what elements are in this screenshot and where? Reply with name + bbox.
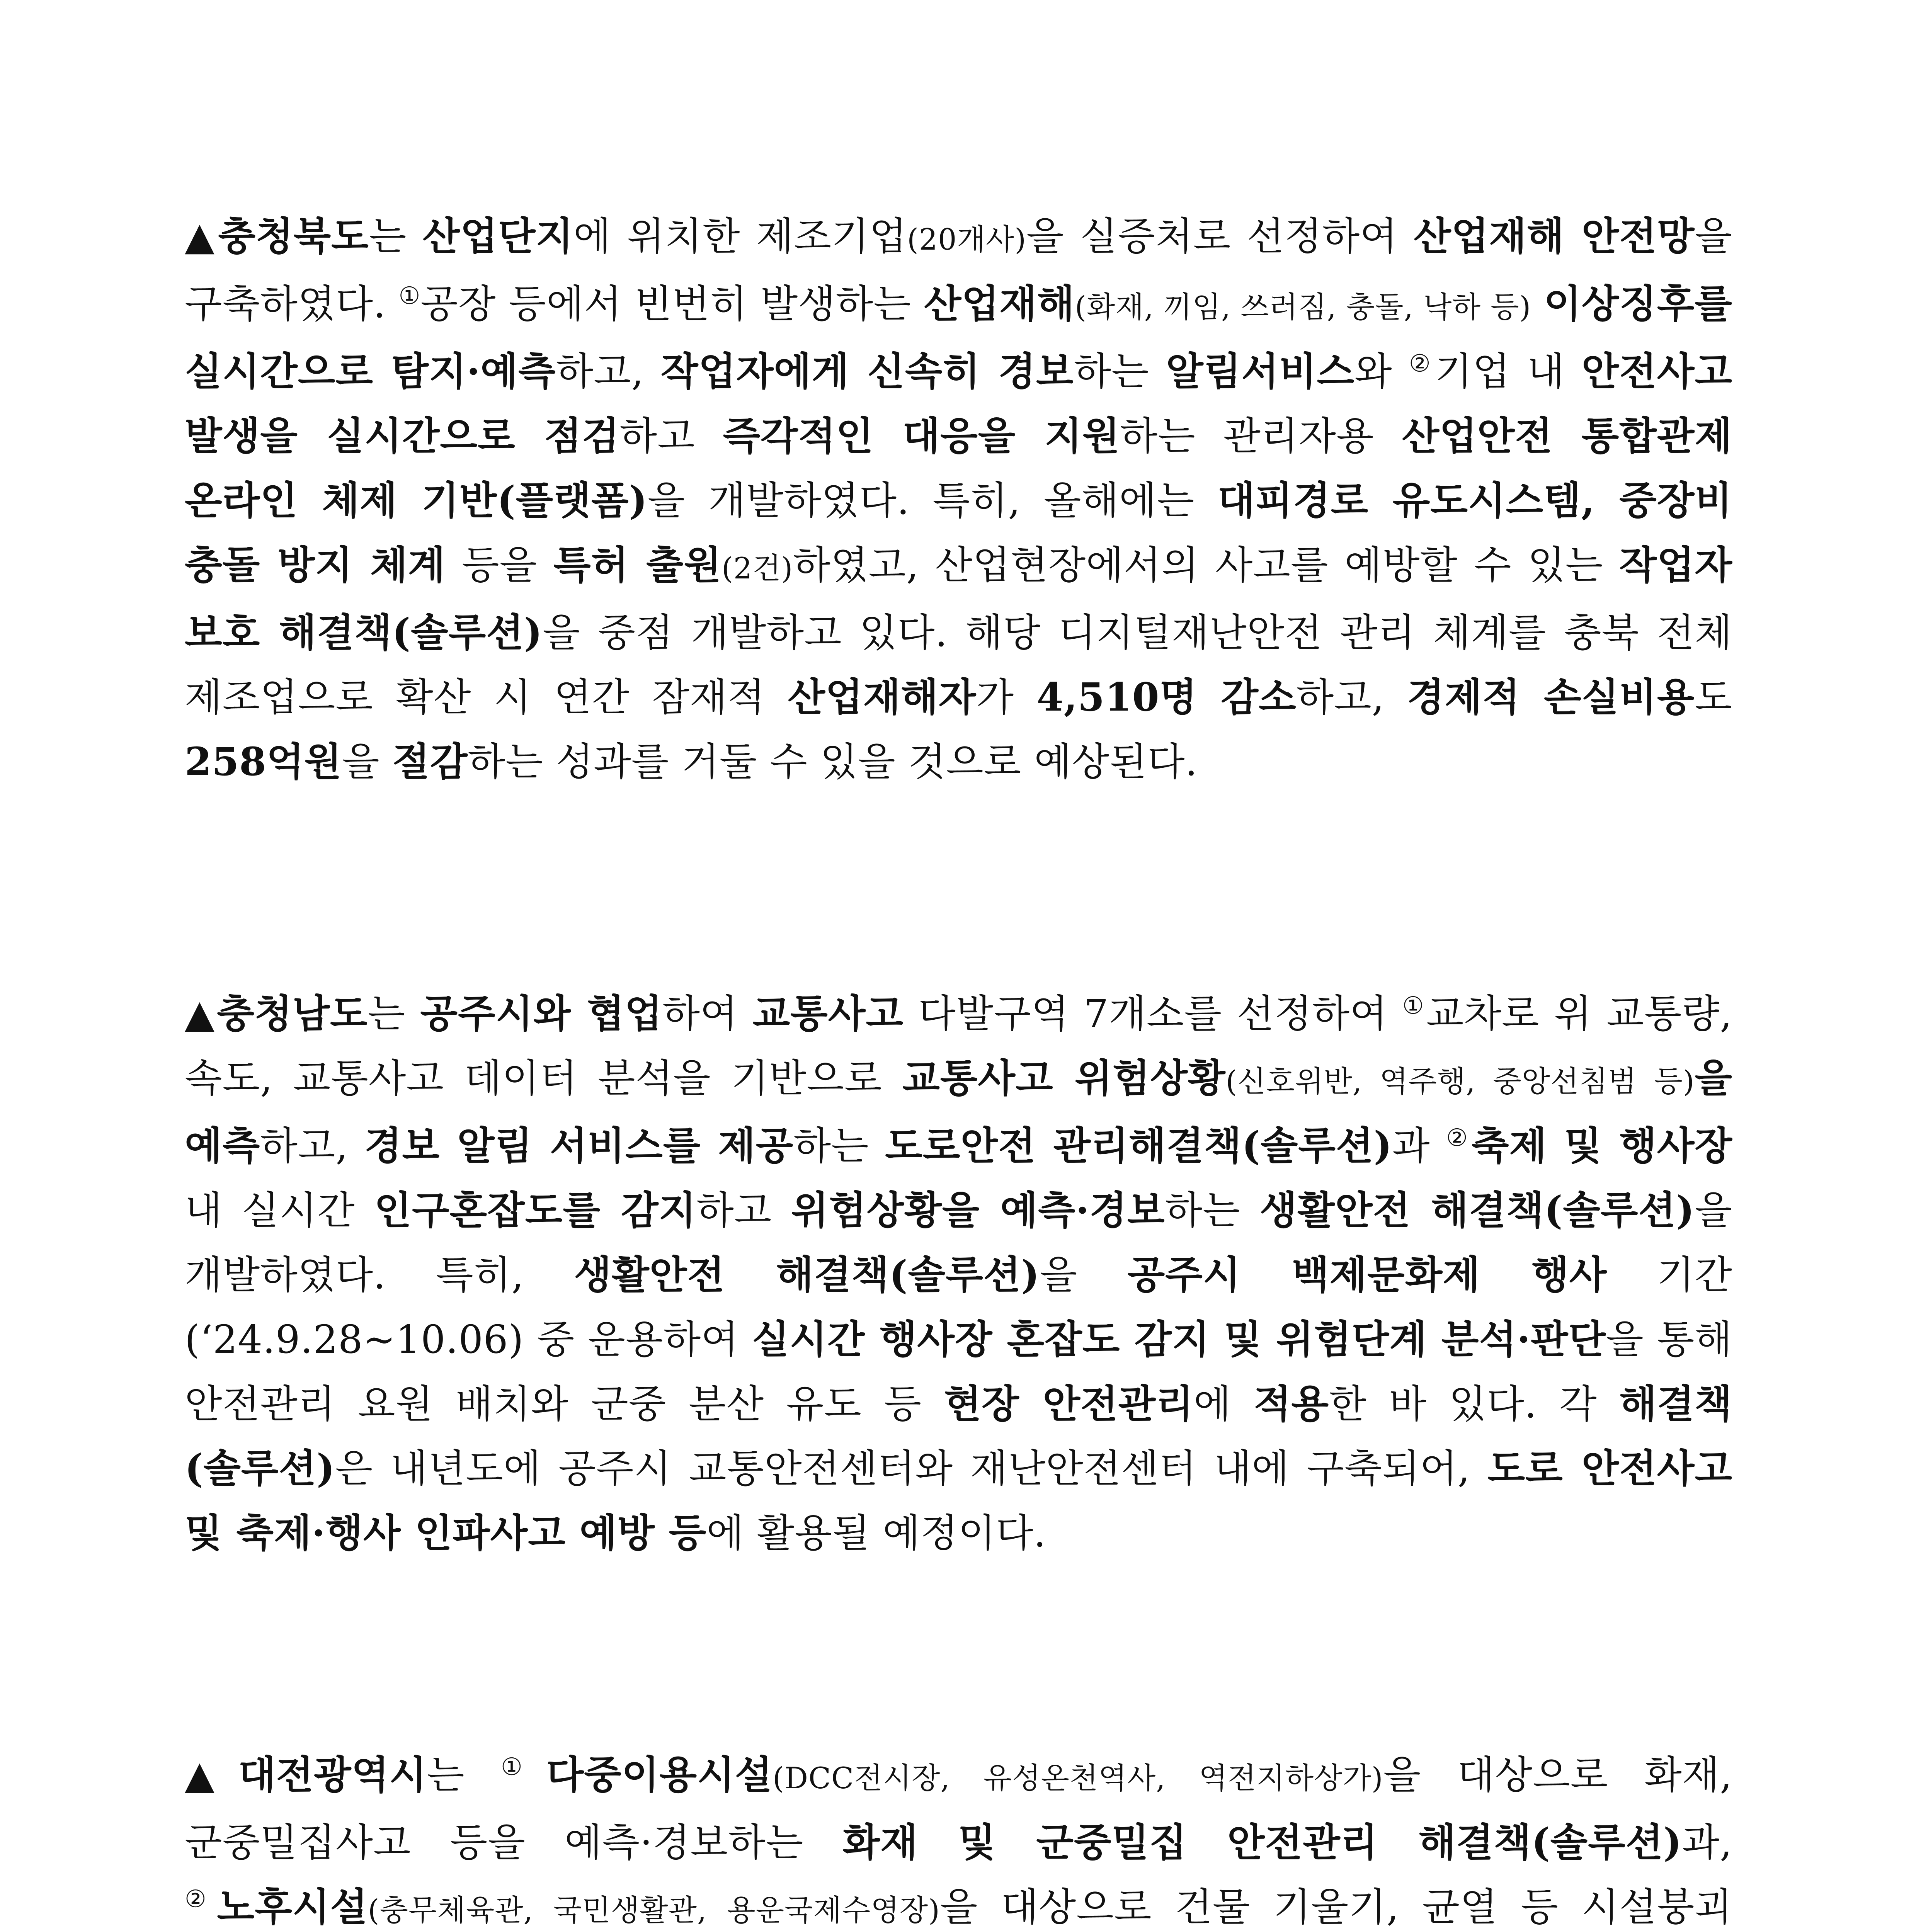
bold-text: 현장 안전관리 [944, 1381, 1194, 1427]
text-run: 을 개발하였다. 특히, [185, 1188, 1733, 1298]
bold-text: 작업자 보호 해결책(솔루션) [185, 542, 1732, 655]
bold-text: 작업자에게 신속히 경보 [660, 349, 1074, 394]
text-run: 과, [1682, 1820, 1732, 1865]
bold-text: 을 예측 [185, 1055, 1732, 1168]
parenthetical-note: (화재, 끼임, 쓰러짐, 충돌, 낙하 등) [1075, 290, 1531, 324]
text-run: 을 대상으로 화재, 군중밀집사고 등을 예측·경보하는 [185, 1752, 1733, 1865]
bold-text: 대피경로 유도시스템, 중장비 충돌 방지 체계 [185, 478, 1732, 588]
text-run: 은 내년도에 공주시 교통안전센터와 재난안전센터 내에 구축되어, [335, 1446, 1488, 1491]
text-run: 을 [342, 739, 393, 784]
text-run: 는 [369, 214, 423, 259]
bold-text: 축제 및 행사장 [1471, 1123, 1732, 1168]
text-run: 기간(‘24.9.28~10.06) 중 운용하여 [185, 1252, 1732, 1362]
parenthetical-note: (2건) [721, 551, 793, 585]
bold-text: 알림서비스 [1166, 349, 1355, 394]
parenthetical-note: (신호위반, 역주행, 중앙선침범 등) [1225, 1064, 1695, 1099]
bold-text: 안전사고 발생을 실시간으로 점검 [185, 349, 1732, 459]
circled-number: ② [1446, 1123, 1472, 1152]
text-run: 하고, [260, 1123, 364, 1168]
text-run: 을 실증처로 선정하여 [1026, 214, 1414, 259]
bold-text: 절감 [392, 739, 468, 784]
circled-number: ① [1402, 991, 1426, 1020]
text-run: 하는 [793, 1123, 885, 1168]
circled-number: ② [185, 1884, 217, 1913]
text-run: 다발구역 7개소를 선정하여 [903, 991, 1402, 1036]
bold-text: 258억원 [185, 739, 342, 784]
circled-number: ② [1409, 349, 1435, 378]
text-run: 하는 [1165, 1188, 1260, 1233]
text-run: 을 대상으로 건물 기울기, 균열 등 시설붕괴 [940, 1884, 1732, 1930]
text-run: 하고, [556, 349, 661, 394]
bold-text: 산업안전 통합관제 온라인 체제 기반(플랫폼) [185, 413, 1732, 523]
text-run: 하였고, 산업현장에서의 사고를 예방할 수 있는 [793, 543, 1620, 588]
circled-number: ① [501, 1752, 546, 1781]
text-run: 하고 [696, 1188, 791, 1233]
text-run: 하고 [619, 413, 723, 459]
text-run: 하는 [1074, 349, 1166, 394]
parenthetical-note: (충무체육관, 국민생활관, 용운국제수영장) [368, 1893, 940, 1927]
bold-text: 산업재해 안전망 [1413, 213, 1695, 259]
text-run: 을 개발하였다. 특히, 올해에는 [647, 478, 1218, 523]
bold-text: ▲대전광역시 [185, 1752, 427, 1798]
bold-text: 위험상황을 예측·경보 [791, 1187, 1165, 1233]
text-run [1531, 281, 1544, 327]
text-run: 는 [368, 991, 420, 1036]
bold-text: 산업단지 [422, 213, 573, 259]
paragraph-text [185, 1743, 1732, 1932]
paragraph-text [185, 204, 1732, 794]
bold-text: 공주시 백제문화제 행사 [1127, 1252, 1607, 1298]
text-run: 는 [427, 1752, 501, 1798]
bold-text: 교통사고 [752, 991, 904, 1036]
bold-text: 도로안전 관리해결책(솔루션) [885, 1123, 1392, 1168]
text-run: 와 [1354, 349, 1409, 394]
parenthetical-note: (20개사) [907, 222, 1026, 257]
bold-text: ▲충청북도 [185, 213, 369, 259]
bold-text: 산업재해 [924, 281, 1075, 327]
bold-text: 도로 안전사고 및 축제·행사 인파사고 예방 등 [185, 1446, 1732, 1556]
text-run: 가 [976, 675, 1037, 720]
bold-text: 인구혼잡도를 감지 [374, 1187, 697, 1233]
bold-text: 생활안전 해결책(솔루션) [574, 1252, 1040, 1298]
paragraph-text [185, 981, 1732, 1565]
text-run: 을 중점 개발하고 있다. 해당 디지털재난안전 관리 체계를 충북 전체 제조업으로 확산 시 연간 잠재적 [185, 610, 1732, 720]
bold-text: 실시간 행사장 혼잡도 감지 및 위험단계 분석·판단 [752, 1316, 1606, 1362]
text-run: 하는 성과를 거둘 수 있을 것으로 예상된다. [468, 739, 1198, 784]
text-run: 과 [1392, 1123, 1446, 1168]
bold-text: 이상징후를 실시간으로 탐지·예측 [185, 281, 1732, 394]
text-run: 을 [1040, 1252, 1128, 1298]
text-run: 도 [1695, 675, 1733, 720]
paragraph-chungnam [185, 981, 1732, 1565]
text-run: 등을 [446, 543, 553, 588]
text-run: 하여 [662, 991, 753, 1036]
bold-text: 생활안전 해결책(솔루션) [1259, 1187, 1695, 1233]
text-run: 하는 관리자용 [1120, 413, 1402, 459]
circled-number: ① [398, 281, 421, 310]
bold-text: 해결책(솔루션) [185, 1381, 1733, 1491]
bold-text: 경보 알림 서비스를 제공 [364, 1123, 794, 1168]
bold-text: ▲충청남도 [185, 991, 368, 1036]
text-run: 에 활용될 예정이다. [706, 1510, 1046, 1556]
parenthetical-note: (DCC전시장, 유성온천역사, 역전지하상가) [773, 1761, 1383, 1795]
paragraph-chungbuk [185, 204, 1732, 794]
bold-text: 노후시설 [217, 1884, 368, 1930]
bold-text: 경제적 손실비용 [1407, 674, 1695, 720]
bold-text: 공주시와 협업 [420, 991, 663, 1036]
text-run: 내 실시간 [185, 1188, 374, 1233]
bold-text: 특허 출원 [553, 542, 722, 588]
bold-text: 화재 및 군중밀집 안전관리 해결책(솔루션) [842, 1820, 1682, 1865]
bold-text: 즉각적인 대응을 지원 [723, 413, 1120, 459]
text-run: 을 통해 안전관리 요원 배치와 군중 분산 유도 등 [185, 1317, 1732, 1427]
text-run: 을 구축하였다. [185, 214, 1733, 327]
text-run: 하고, [1296, 675, 1407, 720]
bold-text: 적용 [1253, 1381, 1329, 1427]
text-run: 공장 등에서 빈번히 발생하는 [420, 281, 924, 327]
bold-text: 교통사고 위험상황 [902, 1055, 1226, 1101]
text-run: 교차로 위 교통량, 속도, 교통사고 데이터 분석을 기반으로 [185, 991, 1733, 1101]
text-run: 에 [1193, 1381, 1254, 1427]
paragraph-daejeon [185, 1743, 1732, 1932]
text-run: 에 위치한 제조기업 [573, 214, 907, 259]
text-run: 기업 내 [1435, 349, 1582, 394]
bold-text: 4,510명 감소 [1036, 674, 1297, 720]
text-run: 한 바 있다. 각 [1329, 1381, 1620, 1427]
bold-text: 다중이용시설 [546, 1752, 773, 1798]
bold-text: 산업재해자 [788, 674, 977, 720]
